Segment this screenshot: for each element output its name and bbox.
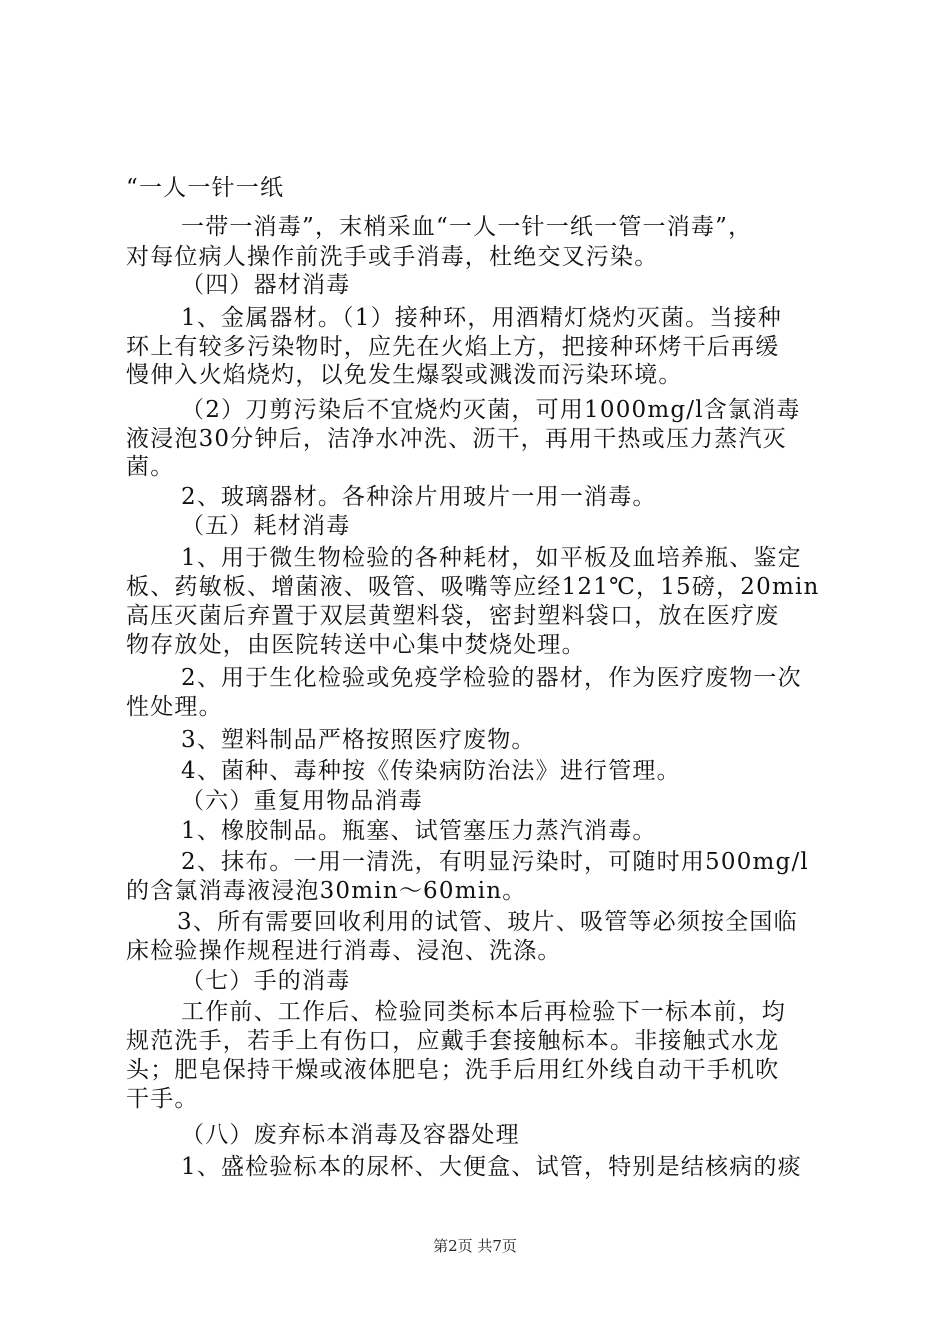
text-line: 1、金属器材。（1）接种环，用酒精灯烧灼灭菌。当接种 bbox=[181, 305, 782, 331]
text-line: 的含氯消毒液浸泡30min～60min。 bbox=[126, 878, 527, 904]
text-line: 2、用于生化检验或免疫学检验的器材，作为医疗废物一次 bbox=[181, 665, 802, 691]
text-line: 慢伸入火焰烧灼，以免发生爆裂或溅泼而污染环境。 bbox=[126, 362, 683, 388]
text-line: “一人一针一纸 bbox=[126, 175, 285, 201]
text-line: 3、所有需要回收利用的试管、玻片、吸管等必须按全国临 bbox=[177, 909, 798, 935]
text-line: 规范洗手，若手上有伤口，应戴手套接触标本。非接触式水龙 bbox=[126, 1028, 780, 1054]
text-line: 高压灭菌后弃置于双层黄塑料袋，密封塑料袋口，放在医疗废 bbox=[126, 603, 780, 629]
section-heading: （六）重复用物品消毒 bbox=[181, 788, 423, 814]
section-heading: （七）手的消毒 bbox=[181, 968, 351, 994]
text-line: 板、药敏板、增菌液、吸管、吸嘴等应经121℃，15磅，20min bbox=[126, 574, 820, 600]
text-line: 环上有较多污染物时，应先在火焰上方，把接种环烤干后再缓 bbox=[126, 334, 780, 360]
text-line: 2、抹布。一用一清洗，有明显污染时，可随时用500mg/l bbox=[181, 849, 809, 875]
text-line: 对每位病人操作前洗手或手消毒，杜绝交叉污染。 bbox=[126, 244, 659, 270]
text-line: 液浸泡30分钟后，洁净水冲洗、沥干，再用干热或压力蒸汽灭 bbox=[126, 426, 787, 452]
text-line: 1、橡胶制品。瓶塞、试管塞压力蒸汽消毒。 bbox=[181, 818, 657, 844]
text-line: 工作前、工作后、检验同类标本后再检验下一标本前，均 bbox=[181, 999, 786, 1025]
section-heading: （五）耗材消毒 bbox=[181, 513, 351, 539]
text-line: 一带一消毒”，末梢采血“一人一针一纸一管一消毒”， bbox=[181, 214, 753, 240]
text-line: 床检验操作规程进行消毒、浸泡、洗涤。 bbox=[126, 938, 562, 964]
text-line: 1、盛检验标本的尿杯、大便盒、试管，特别是结核病的痰 bbox=[181, 1154, 802, 1180]
page-number-footer: 第2页 共7页 bbox=[433, 1237, 517, 1255]
section-heading: （八）废弃标本消毒及容器处理 bbox=[181, 1122, 520, 1148]
text-line: （2）刀剪污染后不宜烧灼灭菌，可用1000mg/l含氯消毒 bbox=[181, 397, 801, 423]
text-line: 性处理。 bbox=[126, 694, 223, 720]
text-line: 头；肥皂保持干燥或液体肥皂；洗手后用红外线自动干手机吹 bbox=[126, 1057, 780, 1083]
text-line: 1、用于微生物检验的各种耗材，如平板及血培养瓶、鉴定 bbox=[181, 545, 802, 571]
text-line: 4、菌种、毒种按《传染病防治法》进行管理。 bbox=[181, 758, 681, 784]
text-line: 2、玻璃器材。各种涂片用玻片一用一消毒。 bbox=[181, 484, 657, 510]
text-line: 菌。 bbox=[126, 454, 175, 480]
text-line: 3、塑料制品严格按照医疗废物。 bbox=[181, 727, 536, 753]
text-line: 物存放处，由医院转送中心集中焚烧处理。 bbox=[126, 632, 586, 658]
text-line: 干手。 bbox=[126, 1086, 199, 1112]
section-heading: （四）器材消毒 bbox=[181, 272, 351, 298]
